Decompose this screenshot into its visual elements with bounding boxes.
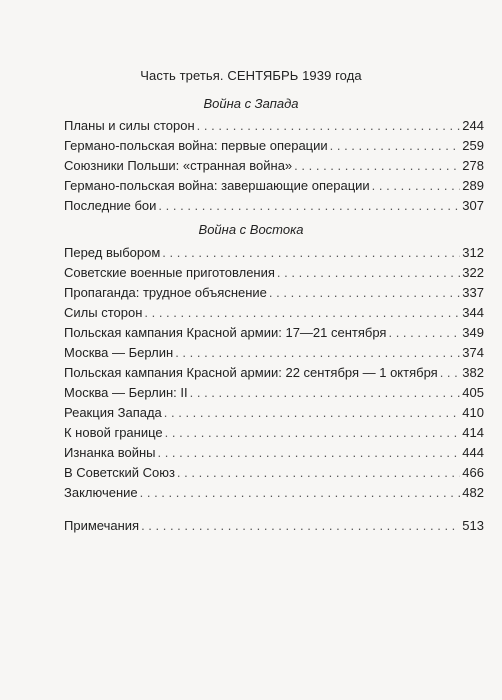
- toc-entry[interactable]: [64, 345, 484, 365]
- toc-entry[interactable]: [64, 198, 484, 218]
- leader-dots: [269, 285, 460, 300]
- entry-title: Реакция Запада: [64, 405, 162, 420]
- toc-entry[interactable]: [64, 385, 484, 405]
- toc-entry[interactable]: [64, 405, 484, 425]
- entry-page: 244: [462, 118, 484, 133]
- leader-dots: [157, 445, 460, 460]
- entry-title: Германо-польская война: первые операции: [64, 138, 328, 153]
- entry-page: 414: [462, 425, 484, 440]
- leader-dots: [372, 178, 461, 193]
- entry-title: Пропаганда: трудное объяснение: [64, 285, 267, 300]
- entry-page: 382: [462, 365, 484, 380]
- entry-title: Силы сторон: [64, 305, 143, 320]
- entry-title: Польская кампания Красной армии: 22 сентября — 1 октября: [64, 365, 438, 380]
- entry-title: Москва — Берлин: II: [64, 385, 188, 400]
- leader-dots: [440, 365, 461, 380]
- entry-title: Перед выбором: [64, 245, 161, 260]
- entry-title: Изнанка войны: [64, 445, 156, 460]
- entry-title: Заключение: [64, 485, 138, 500]
- entry-title: Польская кампания Красной армии: 17—21 сентября: [64, 325, 387, 340]
- section-title-west: Война с Запада: [203, 96, 299, 111]
- toc-list-notes: [64, 518, 484, 538]
- leader-dots: [165, 425, 461, 440]
- part-title: Часть третья. СЕНТЯБРЬ 1939 года: [140, 68, 362, 83]
- leader-dots: [140, 485, 461, 500]
- toc-list-conclusion: [64, 485, 484, 505]
- entry-page: 482: [462, 485, 484, 500]
- toc-entry[interactable]: [64, 245, 484, 265]
- toc-entry[interactable]: [64, 265, 484, 285]
- entry-title: Германо-польская война: завершающие операции: [64, 178, 370, 193]
- toc-entry[interactable]: [64, 285, 484, 305]
- entry-title: Советские военные приготовления: [64, 265, 275, 280]
- entry-page: 307: [462, 198, 484, 213]
- leader-dots: [330, 138, 461, 153]
- leader-dots: [277, 265, 460, 280]
- leader-dots: [197, 118, 461, 133]
- entry-page: 513: [462, 518, 484, 533]
- entry-page: 466: [462, 465, 484, 480]
- entry-title: Планы и силы сторон: [64, 118, 195, 133]
- entry-page: 344: [462, 305, 484, 320]
- toc-entry[interactable]: [64, 325, 484, 345]
- entry-page: 405: [462, 385, 484, 400]
- leader-dots: [177, 465, 460, 480]
- toc-list-east: [64, 245, 484, 485]
- leader-dots: [294, 158, 460, 173]
- section-title-east: Война с Востока: [198, 222, 304, 237]
- entry-page: 312: [462, 245, 484, 260]
- entry-page: 444: [462, 445, 484, 460]
- toc-entry[interactable]: [64, 178, 484, 198]
- toc-entry-conclusion[interactable]: [64, 485, 484, 505]
- leader-dots: [162, 245, 460, 260]
- toc-entry[interactable]: [64, 138, 484, 158]
- toc-entry[interactable]: [64, 365, 484, 385]
- toc-entry-notes[interactable]: [64, 518, 484, 538]
- entry-page: 278: [462, 158, 484, 173]
- entry-page: 322: [462, 265, 484, 280]
- entry-title: Последние бои: [64, 198, 157, 213]
- entry-page: 337: [462, 285, 484, 300]
- toc-entry[interactable]: [64, 305, 484, 325]
- entry-page: 289: [462, 178, 484, 193]
- toc-entry[interactable]: [64, 465, 484, 485]
- entry-title: К новой границе: [64, 425, 163, 440]
- entry-page: 349: [462, 325, 484, 340]
- entry-page: 374: [462, 345, 484, 360]
- leader-dots: [158, 198, 460, 213]
- leader-dots: [141, 518, 460, 533]
- toc-entry[interactable]: [64, 118, 484, 138]
- leader-dots: [175, 345, 460, 360]
- entry-title: Союзники Польши: «странная война»: [64, 158, 293, 173]
- entry-title: Примечания: [64, 518, 140, 533]
- entry-title: Москва — Берлин: [64, 345, 174, 360]
- toc-entry[interactable]: [64, 425, 484, 445]
- leader-dots: [144, 305, 460, 320]
- entry-title: В Советский Союз: [64, 465, 175, 480]
- leader-dots: [164, 405, 461, 420]
- toc-entry[interactable]: [64, 445, 484, 465]
- toc-list-west: [64, 118, 484, 218]
- leader-dots: [190, 385, 461, 400]
- entry-page: 410: [462, 405, 484, 420]
- toc-entry[interactable]: [64, 158, 484, 178]
- entry-page: 259: [462, 138, 484, 153]
- leader-dots: [388, 325, 460, 340]
